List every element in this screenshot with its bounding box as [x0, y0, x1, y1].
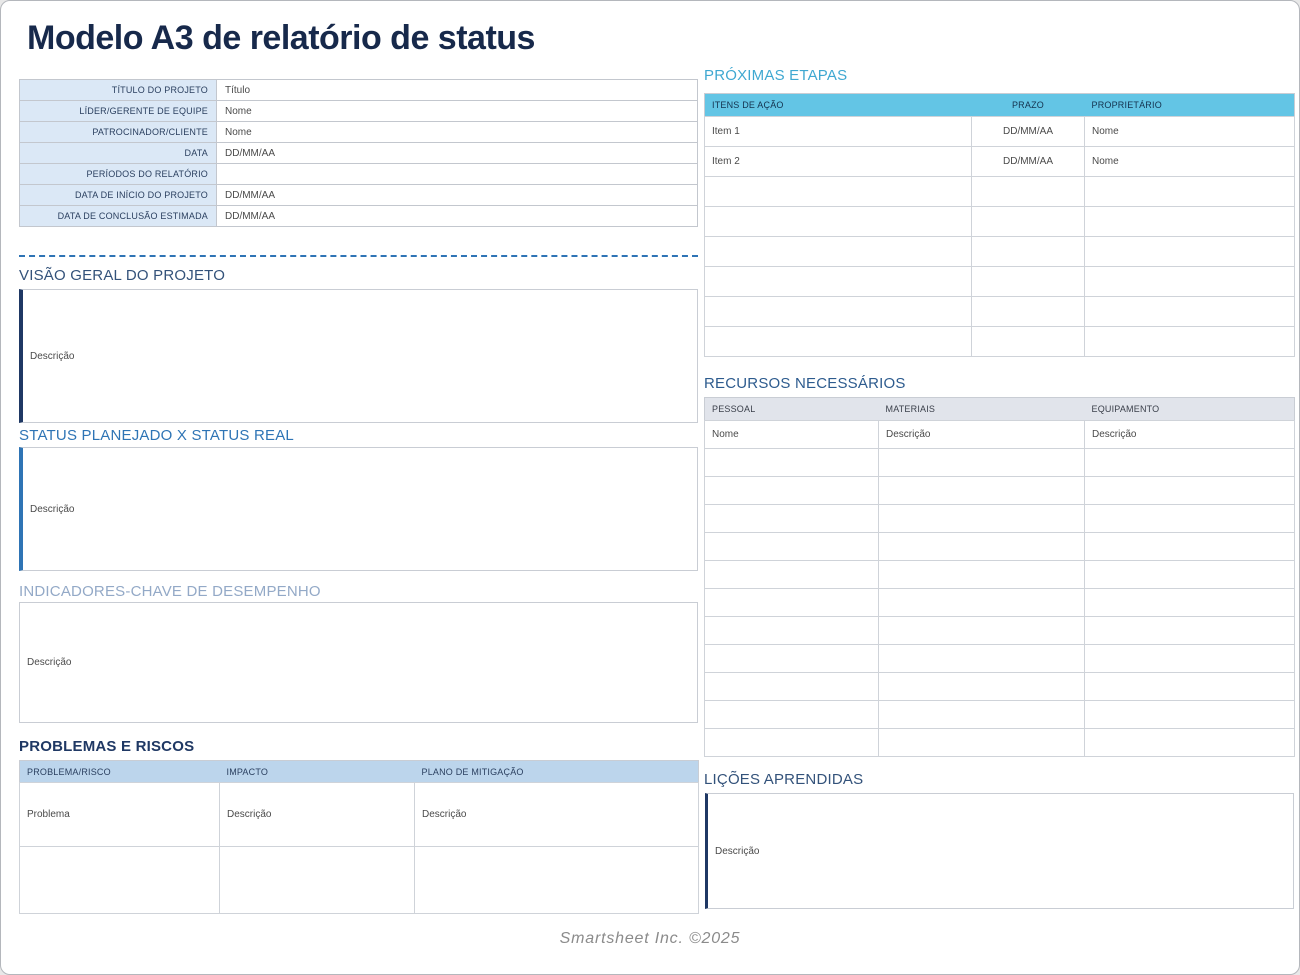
materials-cell[interactable] [879, 477, 1085, 505]
table-row [705, 645, 1295, 673]
description-placeholder: Descrição [715, 845, 760, 857]
due-date-cell[interactable] [972, 267, 1085, 297]
action-item-cell[interactable] [705, 207, 972, 237]
description-placeholder: Descrição [30, 503, 75, 515]
owner-cell[interactable] [1085, 177, 1295, 207]
project-info-table [19, 79, 698, 227]
materials-cell[interactable]: Descrição [879, 421, 1085, 449]
owner-cell[interactable] [1085, 267, 1295, 297]
table-header-row [705, 94, 1295, 117]
table-row [705, 449, 1295, 477]
problem-risk-cell[interactable]: Problema [20, 783, 220, 847]
table-row [705, 561, 1295, 589]
table-row [20, 143, 698, 164]
personnel-cell[interactable] [705, 645, 879, 673]
action-item-cell[interactable] [705, 327, 972, 357]
next-steps-table [704, 93, 1295, 357]
table-row [705, 207, 1295, 237]
due-date-cell[interactable]: DD/MM/AA [972, 147, 1085, 177]
due-date-cell[interactable] [972, 207, 1085, 237]
problems-risks-body [20, 783, 699, 914]
impact-cell[interactable] [220, 847, 415, 914]
action-item-cell[interactable]: Item 1 [705, 117, 972, 147]
equipment-cell[interactable] [1085, 617, 1295, 645]
personnel-cell[interactable] [705, 617, 879, 645]
owner-cell[interactable] [1085, 237, 1295, 267]
materials-cell[interactable] [879, 561, 1085, 589]
field-label[interactable]: DATA DE INÍCIO DO PROJETO [20, 185, 217, 206]
column-header: PESSOAL [705, 398, 879, 421]
due-date-cell[interactable]: DD/MM/AA [972, 117, 1085, 147]
personnel-cell[interactable] [705, 477, 879, 505]
action-item-cell[interactable] [705, 177, 972, 207]
materials-cell[interactable] [879, 729, 1085, 757]
field-value[interactable] [217, 164, 698, 185]
section-heading-resources-needed: RECURSOS NECESSÁRIOS [704, 375, 906, 392]
equipment-cell[interactable] [1085, 729, 1295, 757]
table-row [705, 673, 1295, 701]
problem-risk-cell[interactable] [20, 847, 220, 914]
equipment-cell[interactable] [1085, 589, 1295, 617]
table-row [20, 847, 699, 914]
lessons-learned-description-box[interactable] [705, 793, 1294, 909]
description-placeholder: Descrição [27, 657, 72, 668]
table-row [705, 477, 1295, 505]
table-row [705, 589, 1295, 617]
table-row [20, 185, 698, 206]
due-date-cell[interactable] [972, 327, 1085, 357]
resources-needed-table [704, 397, 1295, 757]
column-header: PLANO DE MITIGAÇÃO [415, 761, 699, 783]
next-steps-body [705, 117, 1295, 357]
table-row [20, 122, 698, 143]
column-header: PRAZO [972, 94, 1085, 117]
column-header: EQUIPAMENTO [1085, 398, 1295, 421]
field-value[interactable]: Nome [217, 101, 698, 122]
owner-cell[interactable] [1085, 327, 1295, 357]
column-header: PROBLEMA/RISCO [20, 761, 220, 783]
due-date-cell[interactable] [972, 237, 1085, 267]
equipment-cell[interactable] [1085, 645, 1295, 673]
section-heading-project-overview: VISÃO GERAL DO PROJETO [19, 267, 226, 284]
due-date-cell[interactable] [972, 177, 1085, 207]
personnel-cell[interactable] [705, 561, 879, 589]
page-title: Modelo A3 de relatório de status [27, 19, 535, 57]
field-label[interactable]: PATROCINADOR/CLIENTE [20, 122, 217, 143]
field-label[interactable]: DATA [20, 143, 217, 164]
mitigation-plan-cell[interactable] [415, 847, 699, 914]
materials-cell[interactable] [879, 617, 1085, 645]
action-item-cell[interactable] [705, 297, 972, 327]
materials-cell[interactable] [879, 673, 1085, 701]
personnel-cell[interactable] [705, 589, 879, 617]
equipment-cell[interactable] [1085, 673, 1295, 701]
table-header-row [20, 761, 699, 783]
problems-risks-table [19, 760, 699, 914]
table-row [705, 147, 1295, 177]
column-header: PROPRIETÁRIO [1085, 94, 1295, 117]
description-placeholder: Descrição [30, 350, 75, 362]
field-value[interactable]: DD/MM/AA [217, 206, 698, 227]
table-row [705, 267, 1295, 297]
equipment-cell[interactable] [1085, 533, 1295, 561]
section-heading-kpi: INDICADORES-CHAVE DE DESEMPENHO [19, 583, 321, 600]
field-label[interactable]: DATA DE CONCLUSÃO ESTIMADA [20, 206, 217, 227]
table-row [705, 421, 1295, 449]
materials-cell[interactable] [879, 505, 1085, 533]
table-row [20, 164, 698, 185]
project-info-body [20, 80, 698, 227]
section-heading-planned-vs-actual: STATUS PLANEJADO X STATUS REAL [19, 427, 294, 444]
equipment-cell[interactable] [1085, 449, 1295, 477]
personnel-cell[interactable] [705, 449, 879, 477]
table-row [20, 80, 698, 101]
planned-vs-actual-description-box[interactable] [19, 447, 698, 571]
table-row [705, 701, 1295, 729]
field-value[interactable]: Nome [217, 122, 698, 143]
equipment-cell[interactable] [1085, 701, 1295, 729]
column-header: IMPACTO [220, 761, 415, 783]
table-row [705, 617, 1295, 645]
section-heading-lessons-learned: LIÇÕES APRENDIDAS [704, 771, 864, 788]
action-item-cell[interactable] [705, 267, 972, 297]
field-value[interactable]: DD/MM/AA [217, 143, 698, 164]
mitigation-plan-cell[interactable]: Descrição [415, 783, 699, 847]
column-header: MATERIAIS [879, 398, 1085, 421]
project-overview-description-box[interactable] [19, 289, 698, 423]
table-row [705, 505, 1295, 533]
owner-cell[interactable] [1085, 207, 1295, 237]
due-date-cell[interactable] [972, 297, 1085, 327]
table-row [705, 729, 1295, 757]
action-item-cell[interactable]: Item 2 [705, 147, 972, 177]
action-item-cell[interactable] [705, 237, 972, 267]
table-row [705, 533, 1295, 561]
footer-credit: Smartsheet Inc. ©2025 [559, 930, 741, 947]
dashed-divider [19, 255, 698, 257]
personnel-cell[interactable] [705, 533, 879, 561]
personnel-cell[interactable] [705, 701, 879, 729]
owner-cell[interactable] [1085, 297, 1295, 327]
kpi-description-box[interactable] [19, 602, 698, 723]
equipment-cell[interactable] [1085, 561, 1295, 589]
materials-cell[interactable] [879, 701, 1085, 729]
table-row [705, 297, 1295, 327]
table-row [705, 327, 1295, 357]
owner-cell[interactable]: Nome [1085, 117, 1295, 147]
personnel-cell[interactable] [705, 673, 879, 701]
personnel-cell[interactable] [705, 505, 879, 533]
field-label[interactable]: TÍTULO DO PROJETO [20, 80, 217, 101]
field-label[interactable]: LÍDER/GERENTE DE EQUIPE [20, 101, 217, 122]
equipment-cell[interactable] [1085, 505, 1295, 533]
field-value[interactable]: DD/MM/AA [217, 185, 698, 206]
table-header-row [705, 398, 1295, 421]
table-row [20, 783, 699, 847]
materials-cell[interactable] [879, 449, 1085, 477]
table-row [705, 177, 1295, 207]
owner-cell[interactable]: Nome [1085, 147, 1295, 177]
table-row [20, 101, 698, 122]
personnel-cell[interactable] [705, 729, 879, 757]
equipment-cell[interactable]: Descrição [1085, 421, 1295, 449]
equipment-cell[interactable] [1085, 477, 1295, 505]
section-heading-problems-risks: PROBLEMAS E RISCOS [19, 738, 195, 755]
table-row [705, 117, 1295, 147]
field-label[interactable]: PERÍODOS DO RELATÓRIO [20, 164, 217, 185]
field-value[interactable]: Título [217, 80, 698, 101]
materials-cell[interactable] [879, 533, 1085, 561]
materials-cell[interactable] [879, 589, 1085, 617]
table-row [20, 206, 698, 227]
column-header: ITENS DE AÇÃO [705, 94, 972, 117]
materials-cell[interactable] [879, 645, 1085, 673]
personnel-cell[interactable]: Nome [705, 421, 879, 449]
resources-needed-body [705, 421, 1295, 757]
table-row [705, 237, 1295, 267]
impact-cell[interactable]: Descrição [220, 783, 415, 847]
section-heading-next-steps: PRÓXIMAS ETAPAS [704, 67, 848, 84]
